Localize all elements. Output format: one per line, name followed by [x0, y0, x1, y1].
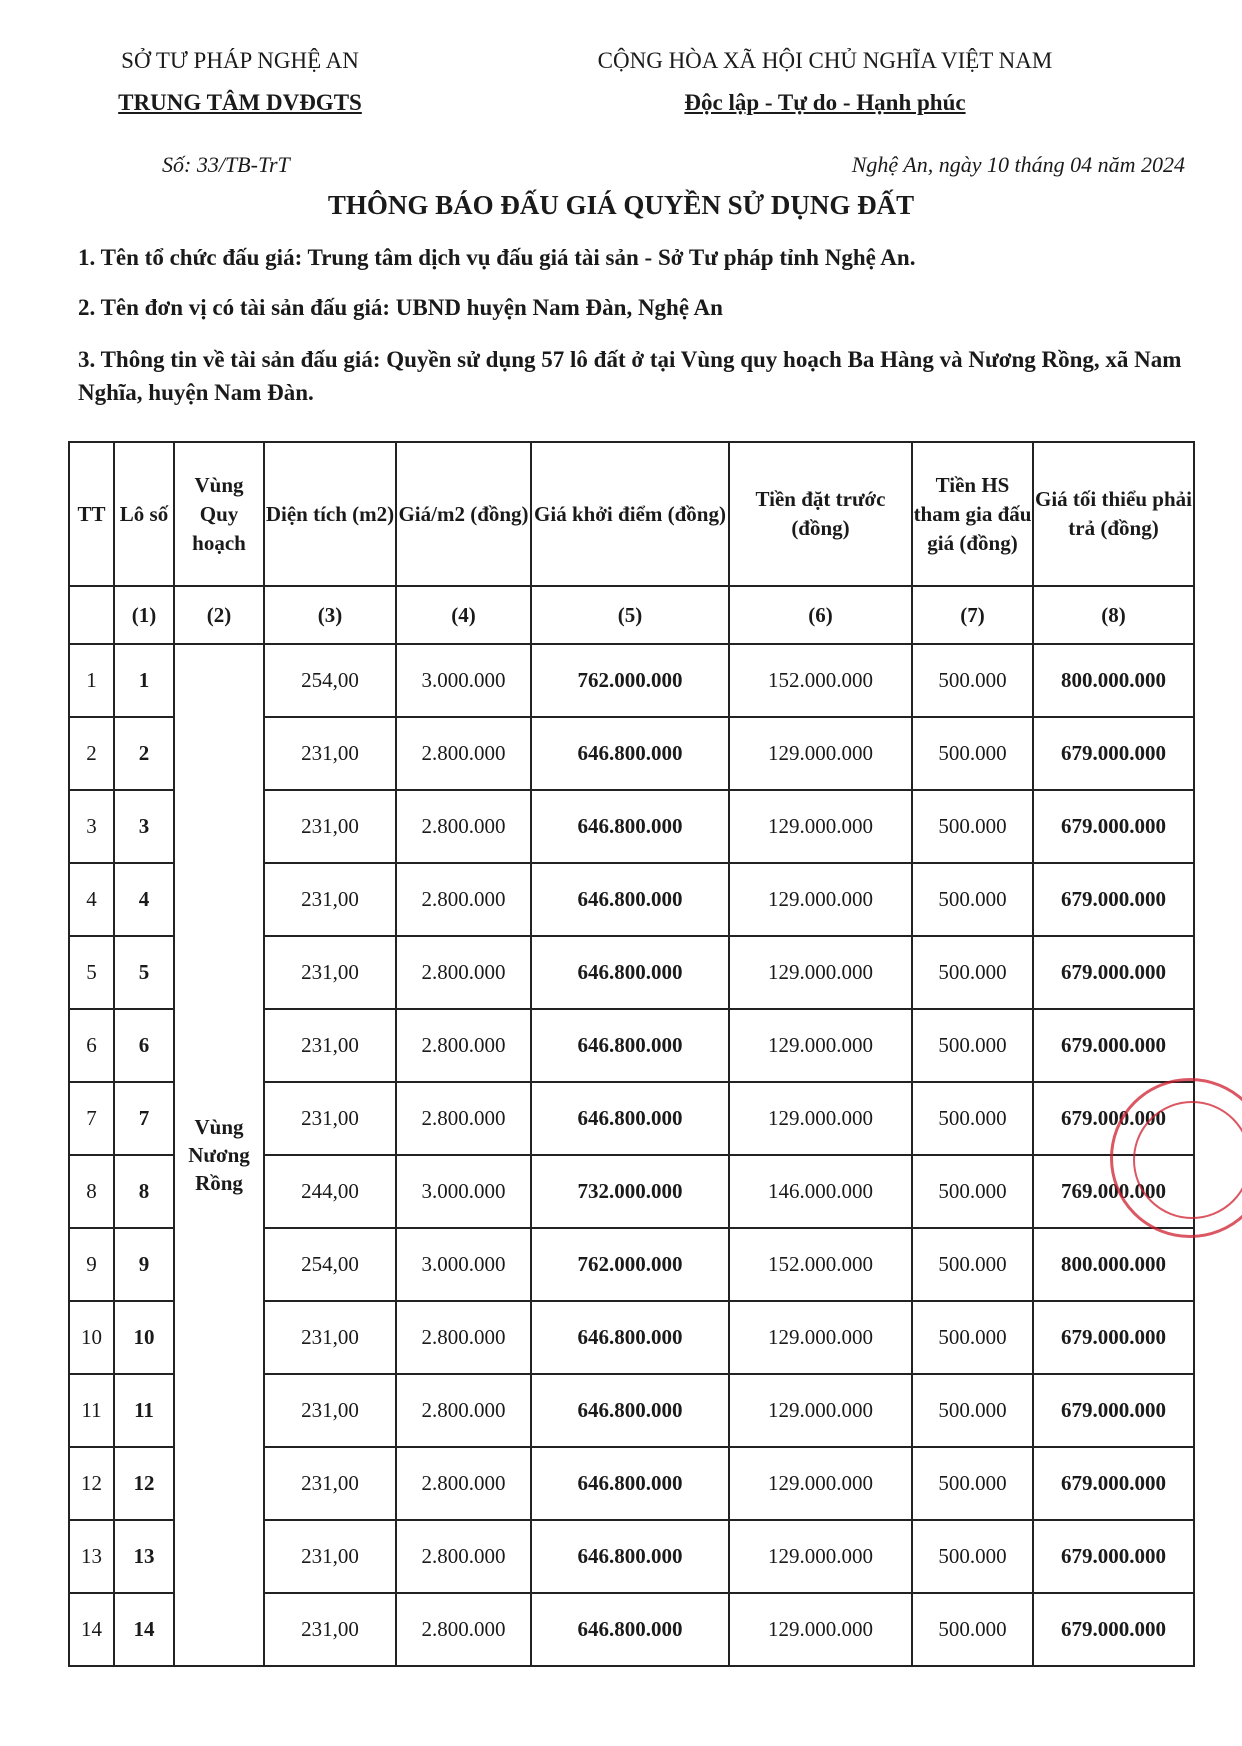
cell-unit-price: 2.800.000 [396, 1374, 531, 1447]
cell-min-price: 679.000.000 [1033, 1374, 1194, 1447]
cell-start-price: 646.800.000 [531, 717, 729, 790]
national-motto: Độc lập - Tự do - Hạnh phúc [684, 90, 966, 115]
cell-fee: 500.000 [912, 1082, 1033, 1155]
cell-tt: 2 [69, 717, 114, 790]
cell-start-price: 646.800.000 [531, 1447, 729, 1520]
cell-fee: 500.000 [912, 1228, 1033, 1301]
column-number-row [69, 586, 1194, 644]
cell-fee: 500.000 [912, 790, 1033, 863]
cell-min-price: 679.000.000 [1033, 863, 1194, 936]
cell-lot: 2 [114, 717, 174, 790]
col-header-deposit: Tiền đặt trước (đồng) [729, 442, 912, 586]
cell-fee: 500.000 [912, 1447, 1033, 1520]
cell-unit-price: 2.800.000 [396, 1593, 531, 1666]
table-body [69, 644, 1194, 1666]
cell-unit-price: 3.000.000 [396, 644, 531, 717]
auction-table [68, 441, 1195, 1667]
cell-area: 254,00 [264, 1228, 396, 1301]
cell-lot: 10 [114, 1301, 174, 1374]
cell-lot: 8 [114, 1155, 174, 1228]
cell-tt: 4 [69, 863, 114, 936]
cell-min-price: 679.000.000 [1033, 1009, 1194, 1082]
cell-lot: 11 [114, 1374, 174, 1447]
cell-tt: 6 [69, 1009, 114, 1082]
col-header-min-price: Giá tối thiểu phải trả (đồng) [1033, 442, 1194, 586]
cell-zone: Vùng Nương Rồng [174, 644, 264, 1666]
cell-deposit: 129.000.000 [729, 1082, 912, 1155]
col-header-tt: TT [69, 442, 114, 586]
cell-area: 231,00 [264, 1082, 396, 1155]
doc-number: Số: 33/TB-TrT [162, 152, 290, 177]
org-name: TRUNG TÂM DVĐGTS [118, 90, 362, 115]
cell-tt: 14 [69, 1593, 114, 1666]
cell-deposit: 146.000.000 [729, 1155, 912, 1228]
cell-lot: 13 [114, 1520, 174, 1593]
col-header-area: Diện tích (m2) [264, 442, 396, 586]
col-header-start-price: Giá khởi điểm (đồng) [531, 442, 729, 586]
cell-tt: 7 [69, 1082, 114, 1155]
col-number: (7) [912, 586, 1033, 644]
item-2: 2. Tên đơn vị có tài sản đấu giá: UBND huyện Nam Đàn, Nghệ An [78, 295, 723, 320]
cell-fee: 500.000 [912, 936, 1033, 1009]
cell-min-price: 679.000.000 [1033, 1520, 1194, 1593]
cell-start-price: 646.800.000 [531, 1009, 729, 1082]
cell-tt: 12 [69, 1447, 114, 1520]
cell-tt: 8 [69, 1155, 114, 1228]
cell-deposit: 129.000.000 [729, 1447, 912, 1520]
cell-unit-price: 2.800.000 [396, 1082, 531, 1155]
table-header-row [69, 442, 1194, 586]
cell-fee: 500.000 [912, 1520, 1033, 1593]
cell-area: 231,00 [264, 936, 396, 1009]
cell-deposit: 152.000.000 [729, 644, 912, 717]
cell-tt: 10 [69, 1301, 114, 1374]
cell-area: 254,00 [264, 644, 396, 717]
cell-start-price: 646.800.000 [531, 863, 729, 936]
cell-min-price: 679.000.000 [1033, 936, 1194, 1009]
cell-tt: 3 [69, 790, 114, 863]
col-number: (1) [114, 586, 174, 644]
cell-deposit: 129.000.000 [729, 863, 912, 936]
cell-start-price: 646.800.000 [531, 1301, 729, 1374]
cell-start-price: 732.000.000 [531, 1155, 729, 1228]
cell-start-price: 646.800.000 [531, 1082, 729, 1155]
item-3: 3. Thông tin về tài sản đấu giá: Quyền sử dụng 57 lô đất ở tại Vùng quy hoạch Ba Hàng và Nương Rồng, xã Nam Nghĩa, huyện Nam Đàn. [78, 347, 1182, 405]
cell-min-price: 679.000.000 [1033, 717, 1194, 790]
cell-deposit: 129.000.000 [729, 1009, 912, 1082]
cell-area: 231,00 [264, 863, 396, 936]
col-header-lot: Lô số [114, 442, 174, 586]
cell-area: 231,00 [264, 1593, 396, 1666]
cell-deposit: 129.000.000 [729, 790, 912, 863]
cell-start-price: 646.800.000 [531, 1374, 729, 1447]
col-number: (8) [1033, 586, 1194, 644]
cell-deposit: 129.000.000 [729, 717, 912, 790]
cell-fee: 500.000 [912, 1301, 1033, 1374]
cell-fee: 500.000 [912, 644, 1033, 717]
cell-start-price: 646.800.000 [531, 790, 729, 863]
cell-start-price: 762.000.000 [531, 1228, 729, 1301]
org-parent: SỞ TƯ PHÁP NGHỆ AN [121, 48, 359, 73]
cell-unit-price: 2.800.000 [396, 1009, 531, 1082]
col-header-zone: Vùng Quy hoạch [174, 442, 264, 586]
cell-tt: 11 [69, 1374, 114, 1447]
cell-unit-price: 2.800.000 [396, 936, 531, 1009]
cell-start-price: 646.800.000 [531, 936, 729, 1009]
col-number: (6) [729, 586, 912, 644]
cell-min-price: 679.000.000 [1033, 1301, 1194, 1374]
col-number: (5) [531, 586, 729, 644]
col-number: (2) [174, 586, 264, 644]
cell-lot: 12 [114, 1447, 174, 1520]
cell-area: 231,00 [264, 1447, 396, 1520]
cell-min-price: 800.000.000 [1033, 1228, 1194, 1301]
cell-fee: 500.000 [912, 1593, 1033, 1666]
col-number: (3) [264, 586, 396, 644]
cell-area: 231,00 [264, 717, 396, 790]
cell-min-price: 679.000.000 [1033, 790, 1194, 863]
date-line: Nghệ An, ngày 10 tháng 04 năm 2024 [851, 152, 1185, 177]
cell-fee: 500.000 [912, 717, 1033, 790]
col-header-fee: Tiền HS tham gia đấu giá (đồng) [912, 442, 1033, 586]
cell-unit-price: 2.800.000 [396, 1520, 531, 1593]
cell-min-price: 679.000.000 [1033, 1082, 1194, 1155]
cell-unit-price: 2.800.000 [396, 863, 531, 936]
cell-lot: 5 [114, 936, 174, 1009]
cell-min-price: 769.000.000 [1033, 1155, 1194, 1228]
cell-unit-price: 3.000.000 [396, 1155, 531, 1228]
cell-tt: 9 [69, 1228, 114, 1301]
cell-lot: 1 [114, 644, 174, 717]
cell-lot: 3 [114, 790, 174, 863]
cell-unit-price: 2.800.000 [396, 717, 531, 790]
cell-area: 231,00 [264, 1009, 396, 1082]
cell-deposit: 129.000.000 [729, 1520, 912, 1593]
cell-deposit: 129.000.000 [729, 1593, 912, 1666]
cell-deposit: 129.000.000 [729, 1301, 912, 1374]
table-row [69, 644, 1194, 717]
cell-deposit: 129.000.000 [729, 1374, 912, 1447]
cell-min-price: 679.000.000 [1033, 1447, 1194, 1520]
cell-tt: 1 [69, 644, 114, 717]
cell-area: 244,00 [264, 1155, 396, 1228]
cell-start-price: 646.800.000 [531, 1593, 729, 1666]
cell-tt: 13 [69, 1520, 114, 1593]
item-1: 1. Tên tổ chức đấu giá: Trung tâm dịch vụ đấu giá tài sản - Sở Tư pháp tỉnh Nghệ An. [78, 245, 916, 270]
cell-min-price: 679.000.000 [1033, 1593, 1194, 1666]
cell-tt: 5 [69, 936, 114, 1009]
cell-area: 231,00 [264, 1301, 396, 1374]
cell-area: 231,00 [264, 1374, 396, 1447]
cell-fee: 500.000 [912, 1155, 1033, 1228]
cell-unit-price: 2.800.000 [396, 1301, 531, 1374]
cell-unit-price: 3.000.000 [396, 1228, 531, 1301]
national-title: CỘNG HÒA XÃ HỘI CHỦ NGHĨA VIỆT NAM [597, 48, 1053, 73]
cell-fee: 500.000 [912, 1374, 1033, 1447]
page-title: THÔNG BÁO ĐẤU GIÁ QUYỀN SỬ DỤNG ĐẤT [327, 190, 915, 220]
cell-deposit: 129.000.000 [729, 936, 912, 1009]
cell-lot: 14 [114, 1593, 174, 1666]
cell-area: 231,00 [264, 1520, 396, 1593]
cell-area: 231,00 [264, 790, 396, 863]
col-number: (4) [396, 586, 531, 644]
cell-lot: 9 [114, 1228, 174, 1301]
cell-deposit: 152.000.000 [729, 1228, 912, 1301]
cell-fee: 500.000 [912, 863, 1033, 936]
cell-start-price: 646.800.000 [531, 1520, 729, 1593]
cell-unit-price: 2.800.000 [396, 1447, 531, 1520]
cell-fee: 500.000 [912, 1009, 1033, 1082]
cell-min-price: 800.000.000 [1033, 644, 1194, 717]
cell-lot: 6 [114, 1009, 174, 1082]
cell-unit-price: 2.800.000 [396, 790, 531, 863]
cell-start-price: 762.000.000 [531, 644, 729, 717]
cell-lot: 4 [114, 863, 174, 936]
cell-lot: 7 [114, 1082, 174, 1155]
col-header-unit-price: Giá/m2 (đồng) [396, 442, 531, 586]
